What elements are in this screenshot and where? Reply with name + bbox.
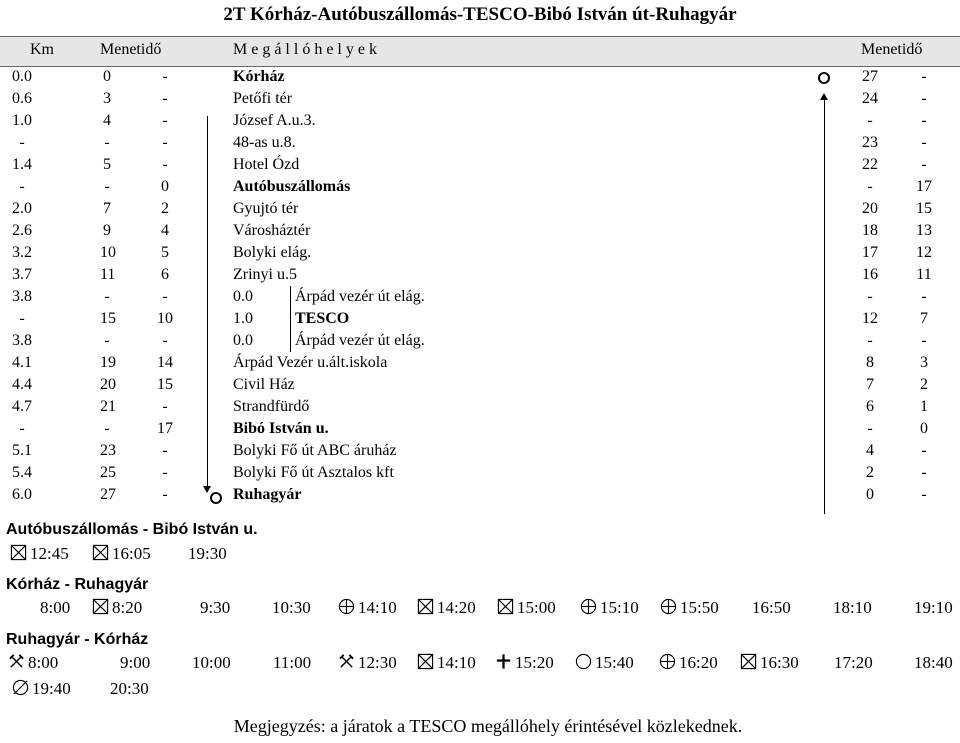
stop-name: Bolyki Fő út ABC áruház (233, 442, 397, 459)
menetido-cell: 0 (103, 68, 111, 85)
time-label: 17:20 (834, 653, 873, 672)
header-km: Km (30, 41, 54, 58)
return-menetido-cell: - (921, 486, 927, 503)
return-menetido-cell: 0 (866, 486, 874, 503)
km-cell: 3.2 (12, 244, 32, 261)
menetido-cell: - (104, 332, 110, 349)
return-menetido-cell: 1 (920, 398, 928, 415)
menetido-cell: - (162, 398, 168, 415)
table-row (0, 286, 960, 308)
return-menetido-cell: - (921, 134, 927, 151)
stop-name: Bibó István u. (233, 420, 329, 437)
menetido-cell: 25 (100, 464, 116, 481)
menetido-cell: - (162, 464, 168, 481)
departure-line (0, 653, 960, 677)
return-menetido-cell: - (921, 464, 927, 481)
table-row (0, 330, 960, 352)
table-row (0, 418, 960, 440)
table-row (0, 88, 960, 110)
time-label: 16:30 (760, 653, 799, 672)
menetido-cell: - (104, 134, 110, 151)
return-menetido-cell: 12 (862, 310, 878, 327)
branch-km-cell: 0.0 (233, 288, 253, 305)
departure-time (834, 653, 873, 673)
branch-km-cell: 1.0 (233, 310, 253, 327)
menetido-cell: 17 (157, 420, 173, 437)
menetido-cell: 21 (100, 398, 116, 415)
return-menetido-cell: 7 (920, 310, 928, 327)
table-row (0, 462, 960, 484)
table-row (0, 396, 960, 418)
stop-name: Zrinyi u.5 (233, 266, 297, 283)
departure-time (12, 679, 71, 699)
departure-time (660, 598, 719, 618)
arrow-up-icon (820, 93, 828, 100)
km-cell: 1.4 (12, 156, 32, 173)
table-row (0, 264, 960, 286)
departure-time (417, 653, 476, 673)
departure-time (273, 653, 311, 673)
time-label: 10:30 (272, 598, 311, 617)
time-label: 15:10 (600, 598, 639, 617)
return-menetido-cell: 6 (866, 398, 874, 415)
departure-time (575, 653, 634, 673)
hammers-icon (338, 653, 355, 670)
stop-name: Petőfi tér (233, 90, 293, 107)
section-heading: Kórház - Ruhagyár (6, 576, 149, 593)
time-label: 18:10 (833, 598, 872, 617)
table-row (0, 374, 960, 396)
km-cell: - (19, 420, 25, 437)
menetido-cell: - (162, 134, 168, 151)
boxed-x-icon (417, 653, 434, 670)
branch-divider (290, 286, 291, 352)
stop-name: Árpád vezér út elág. (295, 332, 425, 349)
menetido-cell: - (162, 112, 168, 129)
return-menetido-cell: - (921, 442, 927, 459)
menetido-cell: 20 (100, 376, 116, 393)
hammers-icon (8, 653, 25, 670)
return-menetido-cell: 2 (920, 376, 928, 393)
header-menetido-left: Menetidő (100, 41, 162, 58)
departure-line (0, 544, 960, 568)
time-label: 9:00 (120, 653, 151, 672)
table-row (0, 154, 960, 176)
departure-time (580, 598, 639, 618)
time-label: 16:20 (679, 653, 718, 672)
menetido-cell: - (162, 442, 168, 459)
boxed-x-icon (10, 544, 27, 561)
departure-time (833, 598, 872, 618)
time-label: 19:40 (32, 679, 71, 698)
km-cell: 5.4 (12, 464, 32, 481)
departure-time (495, 653, 554, 673)
table-row (0, 242, 960, 264)
table-row (0, 198, 960, 220)
menetido-cell: 10 (157, 310, 173, 327)
time-label: 14:10 (358, 598, 397, 617)
return-menetido-cell: 8 (866, 354, 874, 371)
time-label: 12:30 (358, 653, 397, 672)
time-label: 8:00 (40, 598, 71, 617)
boxed-x-icon (497, 598, 514, 615)
stop-name: József A.u.3. (233, 112, 316, 129)
menetido-cell: - (162, 486, 168, 503)
menetido-cell: 5 (161, 244, 169, 261)
departure-time (752, 598, 791, 618)
time-label: 15:40 (595, 653, 634, 672)
km-cell: 2.6 (12, 222, 32, 239)
return-menetido-cell: 16 (862, 266, 878, 283)
time-label: 19:30 (188, 544, 227, 563)
boxed-x-icon (92, 598, 109, 615)
return-menetido-cell: 0 (920, 420, 928, 437)
return-menetido-cell: 18 (862, 222, 878, 239)
stop-name: Bolyki Fő út Asztalos kft (233, 464, 394, 481)
cross-icon (495, 653, 512, 670)
km-cell: 6.0 (12, 486, 32, 503)
departure-time (659, 653, 718, 673)
table-row (0, 352, 960, 374)
arrow-down-icon (203, 486, 211, 493)
return-menetido-cell: 3 (920, 354, 928, 371)
return-menetido-cell: 23 (862, 134, 878, 151)
departure-time (914, 598, 953, 618)
stop-name: Hotel Ózd (233, 156, 300, 173)
stop-name: Ruhagyár (233, 486, 302, 503)
time-label: 11:00 (273, 653, 312, 672)
return-menetido-cell: - (867, 420, 873, 437)
return-menetido-cell: - (867, 112, 873, 129)
return-menetido-cell: 13 (916, 222, 932, 239)
table-row (0, 176, 960, 198)
menetido-cell: 19 (100, 354, 116, 371)
header-menetido-right: Menetidő (861, 41, 923, 58)
table-row (0, 220, 960, 242)
stop-name: Autóbuszállomás (233, 178, 351, 195)
empty-set-icon (12, 679, 29, 696)
time-label: 8:00 (28, 653, 59, 672)
table-row (0, 110, 960, 132)
menetido-cell: 0 (161, 178, 169, 195)
menetido-cell: - (104, 178, 110, 195)
time-label: 19:10 (914, 598, 953, 617)
departure-time (338, 598, 397, 618)
return-menetido-cell: 4 (866, 442, 874, 459)
circled-plus-icon (338, 598, 355, 615)
time-label: 9:30 (200, 598, 231, 617)
return-menetido-cell: 2 (866, 464, 874, 481)
boxed-x-icon (740, 653, 757, 670)
table-row (0, 440, 960, 462)
km-cell: 5.1 (12, 442, 32, 459)
stop-name: Civil Ház (233, 376, 295, 393)
stop-name: Árpád Vezér u.ált.iskola (233, 354, 388, 371)
stop-name: Kórház (233, 68, 285, 85)
menetido-cell: 14 (157, 354, 173, 371)
departure-time (497, 598, 556, 618)
return-menetido-cell: - (921, 288, 927, 305)
departure-time (10, 544, 69, 564)
km-cell: - (19, 310, 25, 327)
km-cell: 0.0 (12, 68, 32, 85)
header-stops: M e g á l l ó h e l y e k (233, 41, 377, 58)
departure-time (92, 598, 142, 618)
menetido-cell: 6 (161, 266, 169, 283)
return-menetido-cell: - (921, 156, 927, 173)
menetido-cell: 23 (100, 442, 116, 459)
menetido-cell: 4 (161, 222, 169, 239)
return-menetido-cell: 17 (862, 244, 878, 261)
stop-name: Strandfürdő (233, 398, 310, 415)
menetido-cell: 9 (103, 222, 111, 239)
table-row (0, 308, 960, 330)
terminal-circle-icon (210, 492, 222, 504)
departure-line (0, 598, 960, 622)
return-menetido-cell: 15 (916, 200, 932, 217)
menetido-cell: 4 (103, 112, 111, 129)
departure-line (0, 679, 960, 703)
boxed-x-icon (417, 598, 434, 615)
time-label: 15:00 (517, 598, 556, 617)
km-cell: 3.7 (12, 266, 32, 283)
menetido-cell: 15 (100, 310, 116, 327)
menetido-cell: 10 (100, 244, 116, 261)
stop-name: Bolyki elág. (233, 244, 312, 261)
circled-plus-icon (580, 598, 597, 615)
km-cell: 4.1 (12, 354, 32, 371)
menetido-cell: - (162, 90, 168, 107)
departure-time (188, 544, 227, 564)
boxed-x-icon (92, 544, 109, 561)
table-row (0, 132, 960, 154)
ring-icon (575, 653, 592, 670)
km-cell: 4.4 (12, 376, 32, 393)
circled-plus-icon (660, 598, 677, 615)
stop-name: Városháztér (233, 222, 311, 239)
return-menetido-cell: - (921, 332, 927, 349)
branch-km-cell: 0.0 (233, 332, 253, 349)
km-cell: 0.6 (12, 90, 32, 107)
km-cell: 2.0 (12, 200, 32, 217)
menetido-cell: 27 (100, 486, 116, 503)
km-cell: 3.8 (12, 288, 32, 305)
return-menetido-cell: - (867, 288, 873, 305)
menetido-cell: - (104, 420, 110, 437)
departure-time (8, 653, 58, 673)
section-heading: Autóbuszállomás - Bibó István u. (6, 521, 258, 538)
departure-time (110, 679, 149, 699)
menetido-cell: - (162, 288, 168, 305)
departure-time (740, 653, 799, 673)
km-cell: - (19, 178, 25, 195)
menetido-cell: - (162, 156, 168, 173)
return-menetido-cell: 12 (916, 244, 932, 261)
departure-time (914, 653, 953, 673)
menetido-cell: 3 (103, 90, 111, 107)
departure-time (417, 598, 476, 618)
return-menetido-cell: - (921, 68, 927, 85)
section-heading: Ruhagyár - Kórház (6, 631, 149, 648)
menetido-cell: 5 (103, 156, 111, 173)
stop-name: Gyujtó tér (233, 200, 299, 217)
table-header (0, 36, 960, 67)
menetido-cell: 11 (100, 266, 116, 283)
return-menetido-cell: 22 (862, 156, 878, 173)
route-line-right (824, 96, 825, 514)
footnote: Megjegyzés: a járatok a TESCO megállóhely érintésével közlekednek. (233, 716, 743, 736)
page-title: 2T Kórház-Autóbuszállomás-TESCO-Bibó István út-Ruhagyár (223, 4, 737, 25)
circled-plus-icon (659, 653, 676, 670)
table-row (0, 484, 960, 506)
menetido-cell: - (162, 332, 168, 349)
departure-time (338, 653, 397, 673)
menetido-cell: 15 (157, 376, 173, 393)
return-menetido-cell: - (921, 90, 927, 107)
return-menetido-cell: 20 (862, 200, 878, 217)
stop-name: Árpád vezér út elág. (295, 288, 425, 305)
menetido-cell: 7 (103, 200, 111, 217)
return-menetido-cell: 27 (862, 68, 878, 85)
km-cell: 3.8 (12, 332, 32, 349)
departure-time (200, 598, 230, 618)
time-label: 16:50 (752, 598, 791, 617)
stop-name: TESCO (295, 310, 350, 327)
return-menetido-cell: - (921, 112, 927, 129)
return-menetido-cell: 11 (916, 266, 932, 283)
time-label: 8:20 (112, 598, 143, 617)
departure-time (40, 598, 70, 618)
departure-time (272, 598, 311, 618)
time-label: 14:10 (437, 653, 476, 672)
departure-time (120, 653, 150, 673)
time-label: 15:20 (515, 653, 554, 672)
return-menetido-cell: 7 (866, 376, 874, 393)
menetido-cell: 2 (161, 200, 169, 217)
return-menetido-cell: 17 (916, 178, 932, 195)
return-menetido-cell: - (867, 178, 873, 195)
route-line-left (207, 116, 208, 492)
departure-time (192, 653, 231, 673)
menetido-cell: - (162, 68, 168, 85)
time-label: 12:45 (30, 544, 69, 563)
time-label: 16:05 (112, 544, 151, 563)
terminal-circle-icon (818, 72, 830, 84)
table-row (0, 66, 960, 88)
km-cell: - (19, 134, 25, 151)
time-label: 18:40 (914, 653, 953, 672)
return-menetido-cell: 24 (862, 90, 878, 107)
time-label: 15:50 (680, 598, 719, 617)
return-menetido-cell: - (867, 332, 873, 349)
departure-time (92, 544, 151, 564)
km-cell: 1.0 (12, 112, 32, 129)
km-cell: 4.7 (12, 398, 32, 415)
stop-name: 48-as u.8. (233, 134, 296, 151)
menetido-cell: - (104, 288, 110, 305)
time-label: 10:00 (192, 653, 231, 672)
time-label: 14:20 (437, 598, 476, 617)
time-label: 20:30 (110, 679, 149, 698)
